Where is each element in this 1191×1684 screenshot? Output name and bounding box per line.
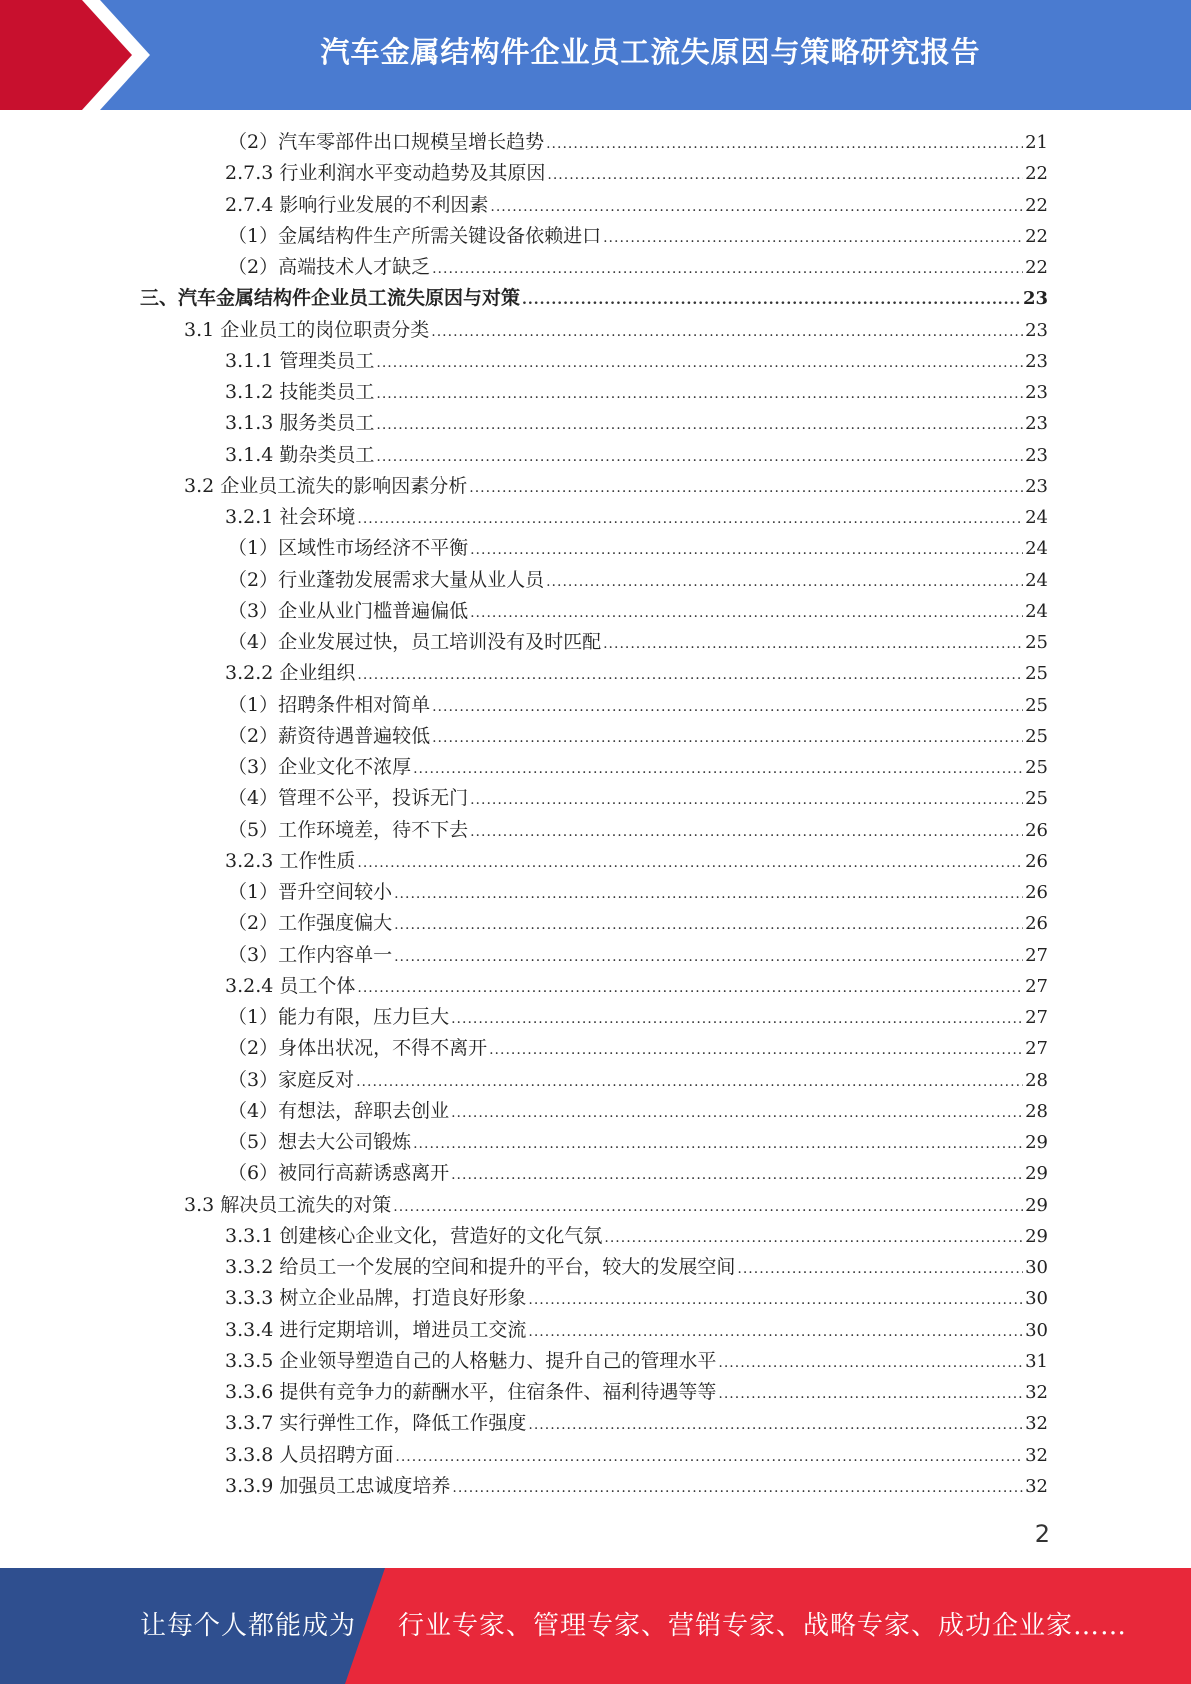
- toc-entry-label: （4）有想法，辞职去创业: [228, 1099, 450, 1122]
- toc-leader-dots: [394, 942, 1023, 973]
- toc-entry[interactable]: [140, 315, 1048, 346]
- toc-entry-label: 3.1.1 管理类员工: [225, 349, 375, 372]
- toc-entry-label: 3.1.2 技能类员工: [225, 381, 375, 403]
- toc-entry[interactable]: [140, 1408, 1048, 1439]
- toc-entry-label: 3.2.4 员工个体: [225, 974, 356, 997]
- toc-leader-dots: [603, 629, 1023, 660]
- toc-entry-page: 23: [1025, 475, 1048, 497]
- toc-leader-dots: [489, 1035, 1023, 1066]
- toc-entry-page: 29: [1025, 1225, 1048, 1247]
- toc-entry-page: 23: [1025, 319, 1048, 341]
- toc-leader-dots: [357, 660, 1023, 691]
- toc-entry-label: （1）招聘条件相对简单: [228, 693, 431, 716]
- toc-entry-page: 25: [1025, 694, 1048, 716]
- footer-slogan-left: 让每个人都能成为: [140, 1611, 357, 1641]
- toc-entry-label: （2）高端技术人才缺乏: [228, 256, 431, 278]
- toc-entry[interactable]: [140, 127, 1048, 158]
- toc-entry[interactable]: [140, 1283, 1048, 1314]
- toc-leader-dots: [394, 910, 1023, 941]
- toc-leader-dots: [376, 379, 1023, 410]
- toc-leader-dots: [357, 973, 1023, 1004]
- toc-entry-page: 22: [1025, 194, 1048, 216]
- toc-entry-label: 3.3.8 人员招聘方面: [225, 1443, 394, 1466]
- toc-entry-page: 25: [1025, 632, 1048, 653]
- toc-entry-page: 21: [1025, 132, 1048, 153]
- toc-entry[interactable]: [140, 1440, 1048, 1471]
- toc-entry-label: 3.3.6 提供有竞争力的薪酬水平，住宿条件、福利待遇等等: [225, 1381, 717, 1403]
- toc-leader-dots: [413, 754, 1023, 785]
- toc-entry[interactable]: [140, 1252, 1048, 1283]
- toc-leader-dots: [357, 848, 1023, 879]
- toc-entry-label: （4）管理不公平，投诉无门: [228, 787, 469, 810]
- toc-entry-page: 24: [1025, 600, 1048, 622]
- toc-leader-dots: [452, 1473, 1023, 1504]
- toc-entry-label: 3.1.3 服务类员工: [225, 412, 375, 435]
- toc-entry-label: 3.3.4 进行定期培训，增进员工交流: [225, 1318, 527, 1341]
- toc-entry[interactable]: [140, 440, 1048, 471]
- toc-leader-dots: [546, 129, 1023, 160]
- toc-leader-dots: [376, 348, 1023, 379]
- toc-entry[interactable]: [140, 533, 1048, 564]
- page-footer: [0, 1568, 1191, 1684]
- toc-entry[interactable]: [140, 940, 1048, 971]
- toc-entry-page: 23: [1025, 350, 1048, 372]
- toc-leader-dots: [718, 1379, 1023, 1410]
- toc-entry[interactable]: [140, 908, 1048, 939]
- toc-leader-dots: [470, 785, 1023, 816]
- toc-entry-page: 32: [1025, 1382, 1048, 1403]
- toc-leader-dots: [528, 1317, 1023, 1348]
- toc-leader-dots: [522, 285, 1021, 316]
- toc-entry-page: 23: [1022, 288, 1048, 310]
- toc-entry[interactable]: [140, 627, 1048, 658]
- toc-leader-dots: [431, 317, 1023, 348]
- toc-entry-page: 30: [1025, 1257, 1048, 1278]
- toc-entry[interactable]: [140, 1346, 1048, 1377]
- toc-leader-dots: [395, 1442, 1023, 1473]
- toc-entry-page: 24: [1025, 538, 1048, 560]
- toc-entry[interactable]: [140, 1190, 1048, 1221]
- page-header: [0, 0, 1191, 110]
- toc-leader-dots: [546, 567, 1023, 598]
- toc-entry[interactable]: [140, 1096, 1048, 1127]
- toc-entry-page: 32: [1025, 1413, 1048, 1435]
- toc-entry[interactable]: [140, 1158, 1048, 1189]
- toc-entry-page: 26: [1025, 819, 1048, 841]
- toc-entry-page: 22: [1025, 225, 1048, 247]
- toc-entry-label: 3.2 企业员工流失的影响因素分析: [184, 474, 468, 497]
- toc-entry-label: （4）企业发展过快，员工培训没有及时匹配: [228, 631, 602, 653]
- toc-entry[interactable]: [140, 1377, 1048, 1408]
- footer-slogan-right: 行业专家、管理专家、营销专家、战略专家、成功企业家……: [398, 1611, 1128, 1641]
- toc-entry-label: （3）工作内容单一: [228, 943, 393, 966]
- toc-entry-page: 23: [1025, 444, 1048, 466]
- toc-entry[interactable]: [140, 1002, 1048, 1033]
- toc-leader-dots: [470, 598, 1023, 629]
- toc-entry-page: 27: [1025, 944, 1048, 966]
- report-title: 汽车金属结构件企业员工流失原因与策略研究报告: [320, 34, 981, 69]
- toc-leader-dots: [528, 1285, 1023, 1316]
- toc-entry-page: 25: [1025, 663, 1048, 685]
- toc-entry[interactable]: [140, 502, 1048, 533]
- toc-leader-dots: [432, 254, 1023, 285]
- toc-leader-dots: [603, 223, 1023, 254]
- toc-entry[interactable]: [140, 658, 1048, 689]
- toc-entry-page: 24: [1025, 569, 1048, 591]
- toc-entry-label: 3.3.9 加强员工忠诚度培养: [225, 1474, 451, 1497]
- toc-leader-dots: [393, 1192, 1023, 1223]
- toc-entry[interactable]: [140, 877, 1048, 908]
- toc-leader-dots: [413, 1129, 1023, 1160]
- toc-entry-page: 27: [1025, 975, 1048, 997]
- toc-entry-page: 28: [1025, 1069, 1048, 1091]
- toc-entry-page: 30: [1025, 1288, 1048, 1310]
- toc-entry[interactable]: [140, 1127, 1048, 1158]
- toc-entry[interactable]: [140, 190, 1048, 221]
- toc-entry[interactable]: [140, 1471, 1048, 1502]
- toc-entry-page: 27: [1025, 1038, 1048, 1060]
- toc-entry-page: 29: [1025, 1163, 1048, 1185]
- toc-entry[interactable]: [140, 252, 1048, 283]
- toc-entry-label: （1）区域性市场经济不平衡: [228, 537, 469, 560]
- toc-entry-page: 29: [1025, 1132, 1048, 1153]
- toc-entry-label: （5）工作环境差，待不下去: [228, 818, 469, 841]
- toc-entry-label: （2）汽车零部件出口规模呈增长趋势: [228, 131, 545, 153]
- toc-leader-dots: [394, 879, 1023, 910]
- toc-entry-label: （3）家庭反对: [228, 1068, 355, 1091]
- toc-entry-page: 32: [1025, 1444, 1048, 1466]
- toc-leader-dots: [737, 1254, 1023, 1285]
- toc-entry-label: （2）行业蓬勃发展需求大量从业人员: [228, 568, 545, 591]
- toc-entry[interactable]: [140, 408, 1048, 439]
- toc-leader-dots: [604, 1223, 1023, 1254]
- toc-entry-page: 27: [1025, 1007, 1048, 1028]
- toc-leader-dots: [376, 442, 1023, 473]
- toc-entry-label: （3）企业文化不浓厚: [228, 756, 412, 778]
- toc-entry-label: 3.3.5 企业领导塑造自己的人格魅力、提升自己的管理水平: [225, 1349, 717, 1372]
- toc-leader-dots: [528, 1410, 1023, 1441]
- toc-entry-label: （5）想去大公司锻炼: [228, 1131, 412, 1153]
- toc-leader-dots: [356, 1067, 1023, 1098]
- toc-entry-label: 3.2.1 社会环境: [225, 506, 356, 528]
- toc-entry[interactable]: [140, 346, 1048, 377]
- toc-entry-page: 23: [1025, 382, 1048, 403]
- toc-entry-label: 3.1.4 勤杂类员工: [225, 443, 375, 466]
- toc-entry-label: （2）薪资待遇普遍较低: [228, 724, 431, 747]
- toc-entry[interactable]: [140, 158, 1048, 189]
- toc-entry-page: 32: [1025, 1475, 1048, 1497]
- toc-leader-dots: [432, 723, 1023, 754]
- toc-entry-label: 3.3.1 创建核心企业文化，营造好的文化气氛: [225, 1224, 603, 1247]
- toc-leader-dots: [376, 410, 1023, 441]
- toc-entry-label: 2.7.3 行业利润水平变动趋势及其原因: [225, 162, 546, 185]
- toc-entry-page: 26: [1025, 913, 1048, 935]
- toc-entry-label: 3.2.2 企业组织: [225, 662, 356, 685]
- table-of-contents: [140, 127, 1048, 1502]
- toc-entry-label: （1）金属结构件生产所需关键设备依赖进口: [228, 224, 602, 247]
- toc-entry-page: 22: [1025, 163, 1048, 185]
- toc-entry-page: 31: [1025, 1350, 1048, 1372]
- toc-entry[interactable]: [140, 471, 1048, 502]
- toc-entry-label: 三、汽车金属结构件企业员工流失原因与对策: [140, 287, 521, 310]
- toc-entry[interactable]: [140, 596, 1048, 627]
- toc-entry[interactable]: [140, 565, 1048, 596]
- toc-leader-dots: [432, 692, 1023, 723]
- toc-entry-label: 3.3.7 实行弹性工作，降低工作强度: [225, 1412, 527, 1435]
- toc-leader-dots: [490, 192, 1023, 223]
- toc-entry-page: 30: [1025, 1319, 1048, 1341]
- toc-entry-label: 2.7.4 影响行业发展的不利因素: [225, 193, 489, 216]
- toc-entry[interactable]: [140, 1065, 1048, 1096]
- toc-entry[interactable]: [140, 783, 1048, 814]
- toc-entry[interactable]: [140, 221, 1048, 252]
- toc-leader-dots: [718, 1348, 1023, 1379]
- toc-entry-page: 22: [1025, 257, 1048, 278]
- toc-entry[interactable]: [140, 690, 1048, 721]
- toc-entry-page: 25: [1025, 757, 1048, 778]
- toc-leader-dots: [451, 1098, 1023, 1129]
- toc-entry-page: 28: [1025, 1100, 1048, 1122]
- toc-entry-label: 3.1 企业员工的岗位职责分类: [184, 318, 430, 341]
- toc-leader-dots: [451, 1160, 1023, 1191]
- toc-entry-label: 3.2.3 工作性质: [225, 849, 356, 872]
- toc-entry-label: （3）企业从业门槛普遍偏低: [228, 599, 469, 622]
- toc-leader-dots: [547, 160, 1023, 191]
- toc-entry[interactable]: [140, 846, 1048, 877]
- toc-entry[interactable]: [140, 283, 1048, 314]
- toc-entry[interactable]: [140, 752, 1048, 783]
- toc-entry[interactable]: [140, 1033, 1048, 1064]
- toc-leader-dots: [357, 504, 1023, 535]
- toc-entry-label: （2）身体出状况，不得不离开: [228, 1037, 488, 1060]
- toc-entry[interactable]: [140, 721, 1048, 752]
- toc-entry[interactable]: [140, 971, 1048, 1002]
- toc-entry-page: 26: [1025, 850, 1048, 872]
- toc-entry[interactable]: [140, 1315, 1048, 1346]
- toc-entry-page: 23: [1025, 413, 1048, 435]
- toc-entry[interactable]: [140, 1221, 1048, 1252]
- toc-entry-page: 25: [1025, 788, 1048, 810]
- toc-entry-label: 3.3.3 树立企业品牌，打造良好形象: [225, 1287, 527, 1310]
- toc-entry-page: 24: [1025, 507, 1048, 528]
- page-number: 2: [1034, 1520, 1050, 1548]
- toc-leader-dots: [470, 535, 1023, 566]
- toc-entry-label: 3.3.2 给员工一个发展的空间和提升的平台，较大的发展空间: [225, 1256, 736, 1278]
- toc-entry-page: 29: [1025, 1194, 1048, 1216]
- toc-leader-dots: [470, 817, 1023, 848]
- toc-entry-label: （6）被同行高薪诱惑离开: [228, 1162, 450, 1185]
- toc-entry-label: （1）能力有限，压力巨大: [228, 1006, 450, 1028]
- toc-entry[interactable]: [140, 815, 1048, 846]
- toc-leader-dots: [469, 473, 1023, 504]
- toc-entry-label: （1）晋升空间较小: [228, 881, 393, 903]
- toc-entry-page: 25: [1025, 725, 1048, 747]
- toc-entry-label: （2）工作强度偏大: [228, 912, 393, 935]
- toc-entry-page: 26: [1025, 882, 1048, 903]
- toc-leader-dots: [451, 1004, 1023, 1035]
- toc-entry[interactable]: [140, 377, 1048, 408]
- toc-entry-label: 3.3 解决员工流失的对策: [184, 1193, 392, 1216]
